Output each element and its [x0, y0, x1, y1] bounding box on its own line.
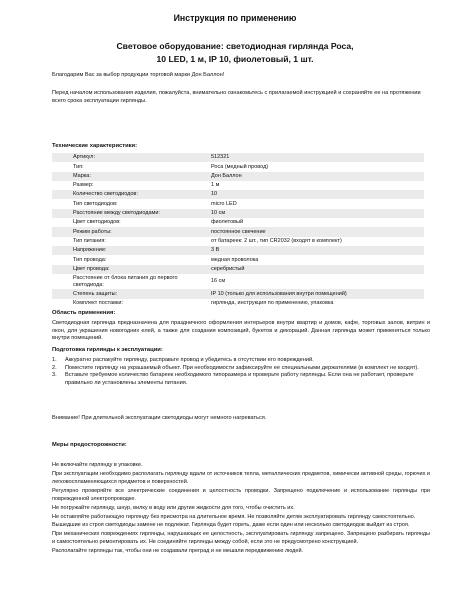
- spec-label: Тип:: [73, 163, 84, 170]
- list-item: При механических повреждениях гирлянды, нарушающих ее целостность, эксплуатировать гирлянду запрещено. Запрещено разбирать гирлянды и самостоятельно ремонтировать их. Не соединяйте гирлянды между собой, если это не предусмотрено конструкцией.: [52, 530, 430, 546]
- list-item: Вышедшие из строя светодиоды замене не подлежат. Гирлянда будет гореть, даже если один или несколько светодиодов выйдет из строя.: [52, 522, 410, 529]
- spec-label: Тип светодиодов:: [73, 200, 118, 207]
- table-row: [52, 227, 424, 236]
- product-title-line-1: Световое оборудование: светодиодная гирлянда Роса,: [116, 41, 354, 51]
- table-row: [52, 209, 424, 218]
- table-row: [52, 218, 424, 227]
- table-row: [52, 190, 424, 199]
- table-row: [52, 255, 424, 264]
- heating-note: Внимание! При длительной эксплуатации светодиоды могут немного нагреваться.: [52, 415, 267, 421]
- spec-label: Расстояние между светодиодами:: [52, 209, 207, 218]
- spec-value: Дон Баллон: [207, 172, 424, 181]
- list-item: [52, 372, 430, 387]
- spec-label: Цвет провода:: [52, 265, 207, 274]
- spec-label: Режим работы:: [52, 227, 207, 236]
- spec-value: постоянное свечение: [207, 227, 424, 236]
- list-item: Располагайте гирлянды так, чтобы они не создавали преград и не мешали передвижению людей.: [52, 547, 304, 554]
- spec-label: Тип провода:: [73, 256, 107, 263]
- spec-label: Степень защиты:: [52, 289, 207, 298]
- step-text: Вставьте требуемое количество батареек необходимого типоразмера и проверьте работу гирлянды. Если она не работает, проверьте правильно ли установлены элементы питания.: [65, 372, 414, 386]
- spec-value: 512321: [207, 153, 424, 162]
- table-row: [52, 246, 424, 255]
- product-title: [0, 40, 470, 65]
- table-row: [52, 199, 424, 208]
- spec-label: Количество светодиодов:: [52, 190, 207, 199]
- table-row: [52, 265, 424, 274]
- spec-value: 10 см: [207, 209, 424, 218]
- table-row: [52, 299, 424, 308]
- spec-value: 16 см: [211, 278, 226, 285]
- table-row: [52, 153, 424, 162]
- spec-value: медная проволока: [211, 256, 259, 263]
- spec-label: Артикул:: [52, 153, 207, 162]
- spec-label: Напряжение:: [52, 246, 207, 255]
- step-text: Поместите гирлянду на украшаемый объект. При необходимости зафиксируйте ее специальными держателями (в комплект не входят).: [65, 364, 419, 371]
- table-row: [52, 181, 424, 190]
- list-item: Регулярно проверяйте все электрические соединения и целостность проводки. Запрещено подключение и использование гирлянды при поврежденной электропроводке.: [52, 487, 430, 503]
- step-text: Аккуратно распакуйте гирлянду, расправьте провод и убедитесь в отсутствии его повреждений.: [65, 357, 314, 363]
- spec-value: Роса (медный провод): [211, 163, 269, 170]
- spec-value: 3 В: [207, 246, 424, 255]
- list-item: Не включайте гирлянду в упаковке.: [52, 462, 143, 468]
- step-number: 2.: [52, 364, 57, 371]
- spec-label: Марка:: [52, 172, 207, 181]
- preparation-steps: [52, 357, 430, 387]
- list-item: При эксплуатации необходимо располагать гирлянду вдали от источников тепла, металлических предметов, химически активной среды, горючих и легковоспламеняющихся предметов и поверхностей.: [52, 470, 430, 486]
- usage-heading: Область применения:: [52, 310, 116, 316]
- spec-label: Тип питания:: [73, 237, 106, 244]
- spec-label: Размер:: [73, 182, 94, 189]
- precautions-list: [52, 461, 430, 556]
- spec-label: Расстояние от блока питания до первого светодиода:: [73, 274, 178, 288]
- list-item: Не оставляйте работающую гирлянду без присмотра на длительное время. Не позволяйте детям эксплуатировать гирлянду самостоятельно.: [52, 513, 416, 520]
- table-row: [52, 162, 424, 171]
- product-title-line-2: 10 LED, 1 м, IP 10, фиолетовый, 1 шт.: [156, 53, 314, 64]
- specs-heading: Технические характеристики:: [52, 143, 138, 149]
- spec-value: от батареек: 2 шт., тип CR2032 (входят в комплект): [211, 237, 342, 244]
- precautions-heading: Меры предосторожности:: [52, 442, 127, 448]
- list-item: [52, 365, 430, 373]
- table-row: [52, 237, 424, 246]
- list-item: [52, 357, 430, 365]
- specs-table: [52, 153, 424, 308]
- spec-value: гирлянда, инструкция по применению, упаковка: [211, 299, 334, 306]
- thanks-text: Благодарим Вас за выбор продукции торговой марки Дон Баллон!: [52, 72, 225, 78]
- step-number: 1.: [52, 357, 57, 363]
- spec-value: micro LED: [211, 200, 237, 207]
- spec-value: 1 м: [211, 182, 220, 189]
- spec-value: IP 10 (только для использования внутри помещений): [207, 289, 424, 298]
- step-number: 3.: [52, 372, 57, 379]
- spec-label: Цвет светодиодов:: [73, 219, 121, 226]
- list-item: Не погружайте гирлянду, шнур, вилку в воду или другие жидкости для того, чтобы очистить их.: [52, 504, 295, 511]
- spec-label: Комплект поставки:: [73, 299, 124, 306]
- intro-text: Перед началом использования изделия, пожалуйста, внимательно ознакомьтесь с прилагаемой инструкцией и сохраняйте ее на протяжении всего срока эксплуатации гирлянды.: [52, 90, 421, 104]
- spec-value: 10: [207, 190, 424, 199]
- table-row: [52, 274, 424, 289]
- spec-value: серебристый: [207, 265, 424, 274]
- spec-value: фиолетовый: [211, 219, 244, 226]
- table-row: [52, 289, 424, 298]
- document-title: Инструкция по применению: [173, 13, 297, 23]
- usage-text: Светодиодная гирлянда предназначена для праздничного оформления интерьеров внутри квартир и домов, кафе, торговых залов, витрин и окон, для украшения новогодних елей, а также для создания композиций, букетов и декораций. Данная гирлянда может применяться только внутри помещений.: [52, 320, 430, 342]
- table-row: [52, 172, 424, 181]
- preparation-heading: Подготовка гирлянды к эксплуатации:: [52, 347, 163, 353]
